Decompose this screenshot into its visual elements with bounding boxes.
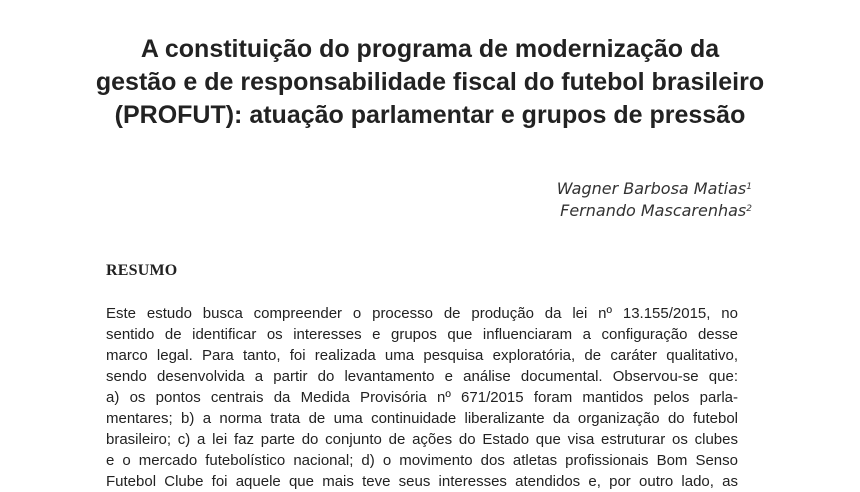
abstract-body bbox=[106, 303, 738, 492]
abstract-line: Este estudo busca compreender o processo de produção da lei nº 13.155/2015, no bbox=[106, 305, 738, 322]
article-title bbox=[60, 33, 800, 132]
title-line: gestão e de responsabilidade fiscal do futebol brasileiro bbox=[95, 68, 765, 96]
title-line: A constituição do programa de modernização da bbox=[140, 35, 720, 63]
abstract-line: marco legal. Para tanto, foi realizada uma pesquisa exploratória, de caráter qualitativo, bbox=[106, 347, 738, 364]
abstract-heading: RESUMO bbox=[106, 262, 178, 279]
abstract-line: sentido de identificar os interesses e grupos que influenciaram a configuração desse bbox=[106, 326, 738, 343]
abstract-line: e o mercado futebolístico nacional; d) o movimento dos atletas profissionais Bom Senso bbox=[106, 452, 738, 469]
abstract-line: a) os pontos centrais da Medida Provisória nº 671/2015 foram mantidos pelos parla- bbox=[106, 389, 738, 406]
author-2 bbox=[557, 200, 752, 222]
author-footnote-marker: 1 bbox=[746, 182, 752, 192]
author-footnote-marker: 2 bbox=[746, 204, 752, 214]
abstract-line: Futebol Clube foi aquele que mais teve seus interesses atendidos e, por outro lado, as bbox=[106, 473, 738, 490]
abstract-line: brasileiro; c) a lei faz parte do conjunto de ações do Estado que visa estruturar os clubes bbox=[106, 431, 738, 448]
author-1 bbox=[557, 178, 752, 200]
author-list bbox=[557, 178, 752, 222]
abstract-line: sendo desenvolvida a partir do levantamento e análise documental. Observou-se que: bbox=[106, 368, 738, 385]
author-name: Wagner Barbosa Matias bbox=[556, 179, 747, 198]
abstract-line: mentares; b) a norma trata de uma continuidade liberalizante da organização do futebol bbox=[106, 410, 738, 427]
author-name: Fernando Mascarenhas bbox=[560, 201, 747, 220]
title-line: (PROFUT): atuação parlamentar e grupos de pressão bbox=[114, 101, 746, 129]
